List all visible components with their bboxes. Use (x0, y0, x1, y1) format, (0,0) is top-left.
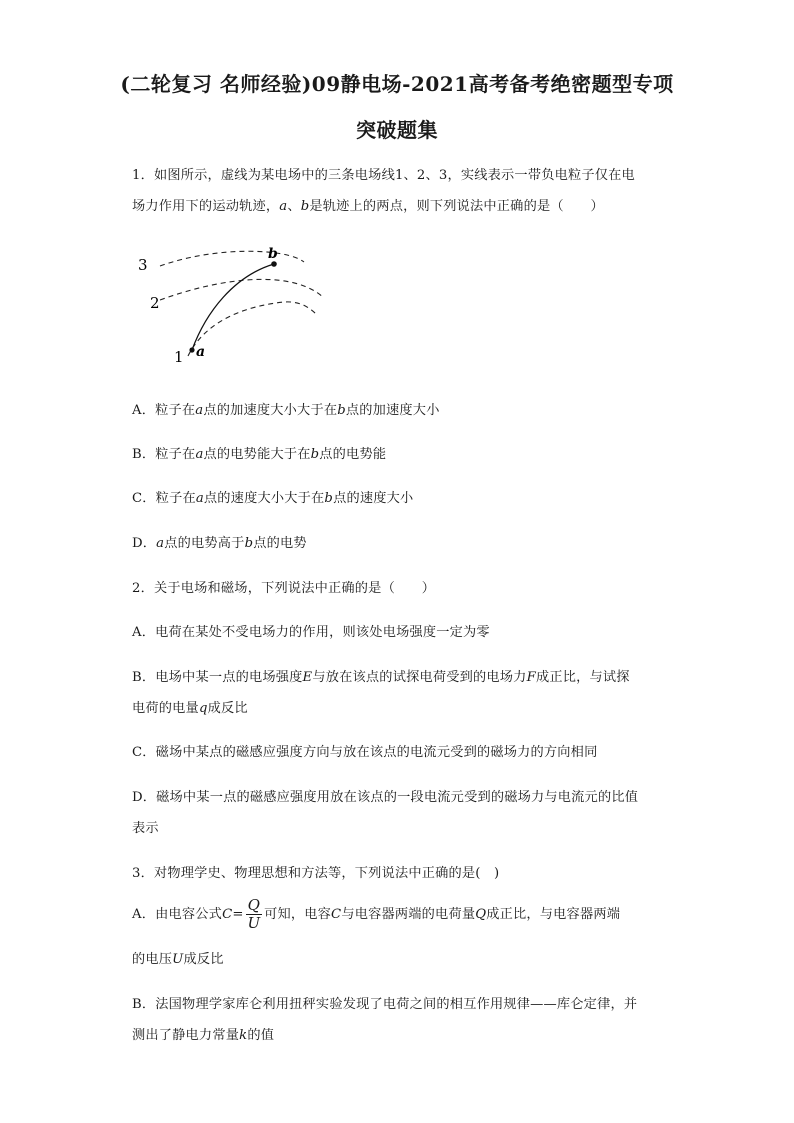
electric-field-figure (126, 240, 336, 372)
q2-option-d-line-1: D．磁场中某一点的磁感应强度用放在该点的一段电流元受到的磁场力与电流元的比值 (132, 790, 639, 805)
label-1: 1 (174, 348, 184, 366)
particle-trajectory (192, 264, 274, 350)
q3-option-a-line-1: A．由电容公式C= $\frac{Q}{U}$ 可知，电容C与电容器两端的电荷量Q成正比，与电容器两端 (132, 896, 621, 932)
q1-option-a: A．粒子在a点的加速度大小大于在b点的加速度大小 (132, 403, 440, 418)
q1-option-c: C．粒子在a点的速度大小大于在b点的速度大小 (132, 491, 414, 506)
q2-option-b-line-2: 电荷的电量q成反比 (132, 701, 248, 716)
document-title-line-1: (二轮复习 名师经验)09静电场-2021高考备考绝密题型专项 (120, 72, 674, 96)
point-b-label: b (268, 246, 278, 262)
q3-stem: 3．对物理学史、物理思想和方法等，下列说法中正确的是( ) (132, 866, 500, 881)
capacitance-fraction: $\frac{Q}{U}$ (247, 896, 261, 932)
label-2: 2 (150, 294, 160, 312)
point-b-dot (271, 261, 277, 267)
q2-option-d-line-2: 表示 (132, 821, 159, 836)
field-line-2 (160, 279, 324, 300)
label-3: 3 (138, 256, 148, 274)
q1-option-b: B．粒子在a点的电势能大于在b点的电势能 (132, 447, 387, 462)
q1-option-d: D．a点的电势高于b点的电势 (132, 536, 307, 551)
q3-option-a-line-2: 的电压U成反比 (132, 952, 224, 967)
q1-stem-line-1: 1．如图所示，虚线为某电场中的三条电场线1、2、3，实线表示一带负电粒子仅在电 (132, 168, 635, 183)
field-line-3 (160, 251, 304, 266)
q3-option-b-line-1: B．法国物理学家库仑利用扭秤实验发现了电荷之间的相互作用规律——库仑定律，并 (132, 997, 638, 1012)
document-title-line-2: 突破题集 (356, 118, 438, 142)
field-line-1 (188, 302, 316, 356)
q1-stem-line-2: 场力作用下的运动轨迹，a、b是轨迹上的两点，则下列说法中正确的是（ ） (132, 199, 604, 214)
point-a-label: a (196, 344, 206, 360)
point-a-dot (189, 347, 194, 352)
q2-option-b-line-1: B．电场中某一点的电场强度E与放在该点的试探电荷受到的电场力F成正比，与试探 (132, 670, 630, 685)
q3-option-b-line-2: 测出了静电力常量k的值 (132, 1028, 275, 1043)
q2-option-a: A．电荷在某处不受电场力的作用，则该处电场强度一定为零 (132, 625, 490, 640)
q2-stem: 2．关于电场和磁场，下列说法中正确的是（ ） (132, 581, 436, 596)
q2-option-c: C．磁场中某点的磁感应强度方向与放在该点的电流元受到的磁场力的方向相同 (132, 745, 598, 760)
